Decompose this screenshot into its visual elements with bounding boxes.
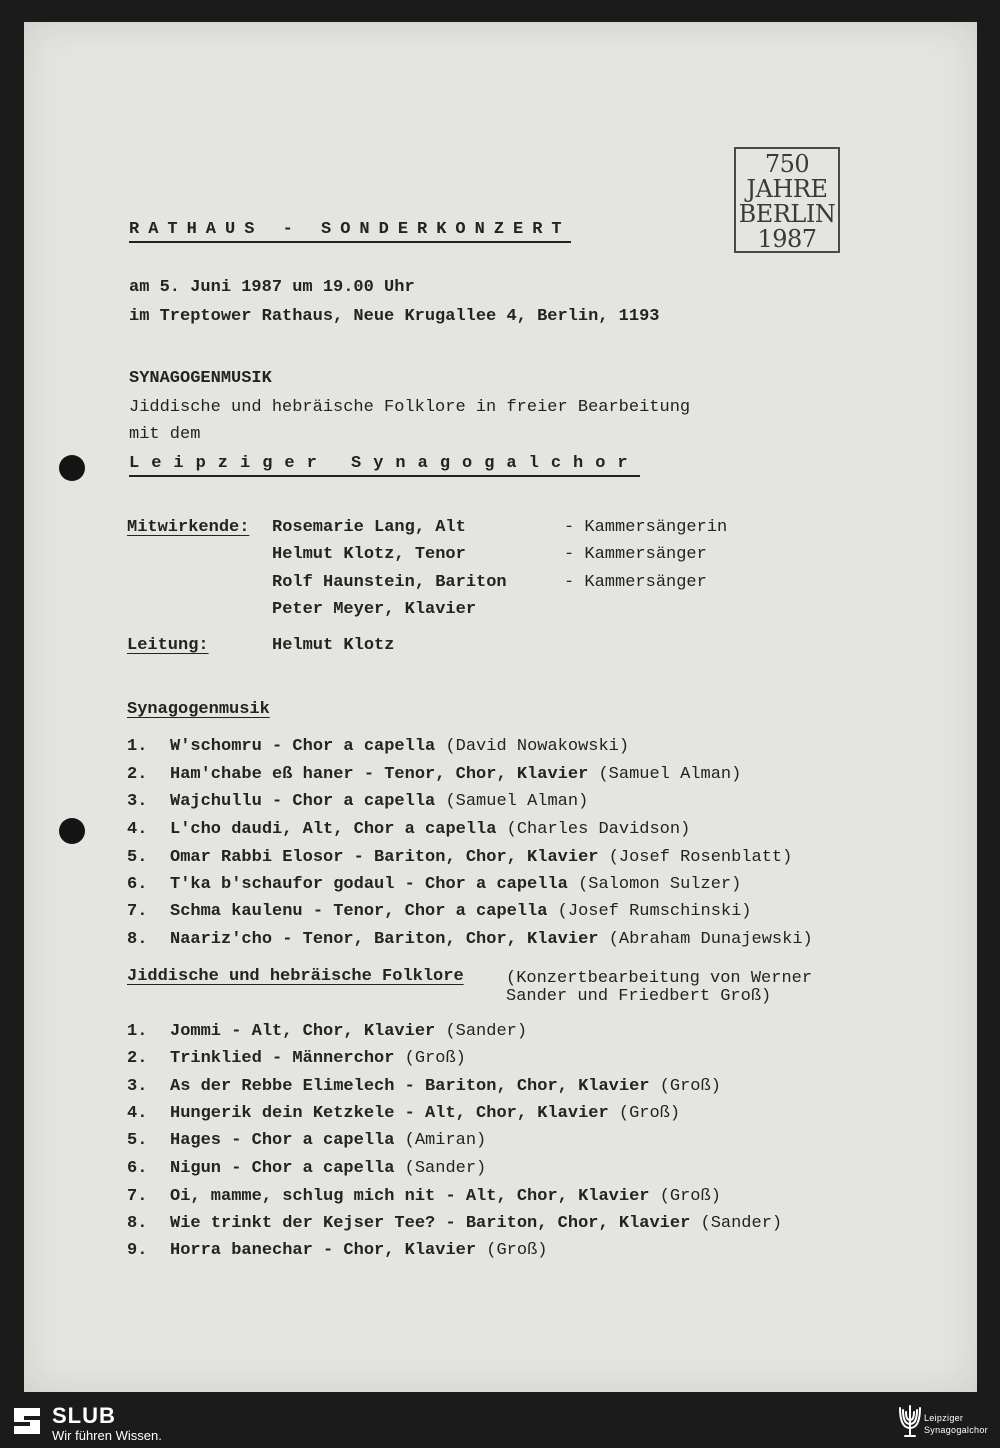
list-item-number: 5.: [127, 848, 148, 867]
item-credit: (Amiran): [404, 1131, 487, 1150]
section-heading-synagogue: Synagogenmusik: [127, 700, 270, 719]
program-subtitle: Jiddische und hebräische Folklore in freier Bearbeitung: [129, 398, 691, 417]
participants-label: Mitwirkende:: [127, 518, 250, 537]
list-item: [170, 765, 741, 784]
partner-line: Synagogalchor: [924, 1425, 988, 1435]
item-title: Wajchullu - Chor a capella: [170, 792, 436, 811]
list-item: [170, 1241, 547, 1260]
item-title: W'schomru - Chor a capella: [170, 737, 436, 756]
section-note-line2: Sander und Friedbert Groß): [506, 987, 772, 1006]
item-title: Nigun - Chor a capella: [170, 1159, 395, 1178]
item-title: L'cho daudi, Alt, Chor a capella: [170, 820, 497, 839]
stamp-line: JAHRE: [746, 175, 828, 203]
list-item: [170, 902, 752, 921]
item-title: Jommi - Alt, Chor, Klavier: [170, 1022, 436, 1041]
list-item: [170, 875, 741, 894]
item-credit: (Sander): [700, 1214, 783, 1233]
date-line: am 5. Juni 1987 um 19.00 Uhr: [129, 278, 415, 297]
concert-title: RATHAUS - SONDERKONZERT: [129, 220, 571, 243]
item-title: Oi, mamme, schlug mich nit - Alt, Chor, Klavier: [170, 1187, 650, 1206]
item-title: Trinklied - Männerchor: [170, 1049, 395, 1068]
item-title: Schma kaulenu - Tenor, Chor a capella: [170, 902, 548, 921]
punch-hole-top: [59, 455, 85, 481]
choir-name: Leipziger Synagogalchor: [129, 454, 640, 477]
list-item-number: 1.: [127, 737, 148, 756]
item-credit: (Sander): [445, 1022, 528, 1041]
list-item-number: 3.: [127, 792, 148, 811]
item-credit: (Abraham Dunajewski): [608, 930, 813, 949]
participant-role: - Kammersängerin: [564, 518, 728, 537]
list-item-number: 7.: [127, 902, 148, 921]
item-credit: (Salomon Sulzer): [578, 875, 742, 894]
participant-name: Rolf Haunstein, Bariton: [272, 573, 507, 592]
participant-role: - Kammersänger: [564, 573, 707, 592]
item-title: T'ka b'schaufor godaul - Chor a capella: [170, 875, 568, 894]
item-credit: (Groß): [659, 1187, 721, 1206]
list-item: [170, 1159, 486, 1178]
item-credit: (Groß): [618, 1104, 681, 1123]
list-item: [170, 848, 792, 867]
list-item-number: 7.: [127, 1187, 148, 1206]
item-title: Naariz'cho - Tenor, Bariton, Chor, Klavier: [170, 930, 599, 949]
list-item-number: 2.: [127, 765, 148, 784]
stamp-line: 1987: [757, 225, 817, 253]
document-page: [24, 22, 977, 1392]
item-credit: (Samuel Alman): [445, 792, 589, 811]
item-title: Hages - Chor a capella: [170, 1131, 395, 1150]
item-credit: (Josef Rumschinski): [557, 902, 752, 921]
item-title: Ham'chabe eß haner - Tenor, Chor, Klavier: [170, 765, 589, 784]
participant-name: Peter Meyer, Klavier: [272, 600, 477, 619]
list-item-number: 1.: [127, 1022, 148, 1041]
item-credit: (David Nowakowski): [445, 737, 630, 756]
item-title: Horra banechar - Chor, Klavier: [170, 1241, 477, 1260]
list-item: [170, 820, 690, 839]
stamp-line: 750: [764, 150, 810, 178]
list-item: [170, 792, 588, 811]
participant-name: Helmut Klotz, Tenor: [272, 545, 466, 564]
partner-name: [924, 1412, 988, 1436]
item-title: Wie trinkt der Kejser Tee? - Bariton, Chor, Klavier: [170, 1214, 691, 1233]
library-tagline: Wir führen Wissen.: [52, 1428, 162, 1443]
item-credit: (Sander): [404, 1159, 487, 1178]
punch-hole-bottom: [59, 818, 85, 844]
list-item-number: 8.: [127, 930, 148, 949]
item-title: Hungerik dein Ketzkele - Alt, Chor, Klavier: [170, 1104, 609, 1123]
item-title: Omar Rabbi Elosor - Bariton, Chor, Klavier: [170, 848, 599, 867]
anniversary-stamp: [734, 147, 840, 253]
section-heading-folklore: Jiddische und hebräische Folklore: [127, 967, 464, 986]
stamp-line: BERLIN: [738, 200, 836, 228]
list-item-number: 2.: [127, 1049, 148, 1068]
participant-name: Rosemarie Lang, Alt: [272, 518, 466, 537]
footer-bar: [0, 1396, 1000, 1448]
section-note-line1: (Konzertbearbeitung von Werner: [506, 969, 813, 988]
slub-logo-icon[interactable]: [10, 1404, 44, 1438]
list-item-number: 4.: [127, 820, 148, 839]
location-line: im Treptower Rathaus, Neue Krugallee 4, Berlin, 1193: [129, 307, 660, 326]
list-item-number: 6.: [127, 875, 148, 894]
list-item: [170, 1131, 486, 1150]
list-item: [170, 1077, 721, 1096]
list-item: [170, 1049, 466, 1068]
list-item: [170, 1214, 782, 1233]
direction-name: Helmut Klotz: [272, 636, 395, 655]
list-item: [170, 930, 813, 949]
item-title: As der Rebbe Elimelech - Bariton, Chor, Klavier: [170, 1077, 650, 1096]
item-credit: (Josef Rosenblatt): [608, 848, 793, 867]
program-heading: SYNAGOGENMUSIK: [129, 369, 272, 388]
item-credit: (Groß): [486, 1241, 548, 1260]
list-item-number: 3.: [127, 1077, 148, 1096]
menorah-icon: [898, 1400, 922, 1440]
list-item: [170, 1187, 721, 1206]
list-item: [170, 1104, 680, 1123]
direction-label: Leitung:: [127, 636, 209, 655]
program-with: mit dem: [129, 425, 201, 444]
list-item-number: 8.: [127, 1214, 148, 1233]
list-item-number: 9.: [127, 1241, 148, 1260]
item-credit: (Samuel Alman): [598, 765, 742, 784]
item-credit: (Charles Davidson): [506, 820, 691, 839]
list-item-number: 4.: [127, 1104, 148, 1123]
list-item-number: 6.: [127, 1159, 148, 1178]
item-credit: (Groß): [404, 1049, 466, 1068]
partner-line: Leipziger: [924, 1413, 964, 1423]
list-item: [170, 1022, 527, 1041]
item-credit: (Groß): [659, 1077, 721, 1096]
participant-role: - Kammersänger: [564, 545, 707, 564]
list-item: [170, 737, 629, 756]
library-name[interactable]: SLUB: [52, 1403, 116, 1428]
list-item-number: 5.: [127, 1131, 148, 1150]
